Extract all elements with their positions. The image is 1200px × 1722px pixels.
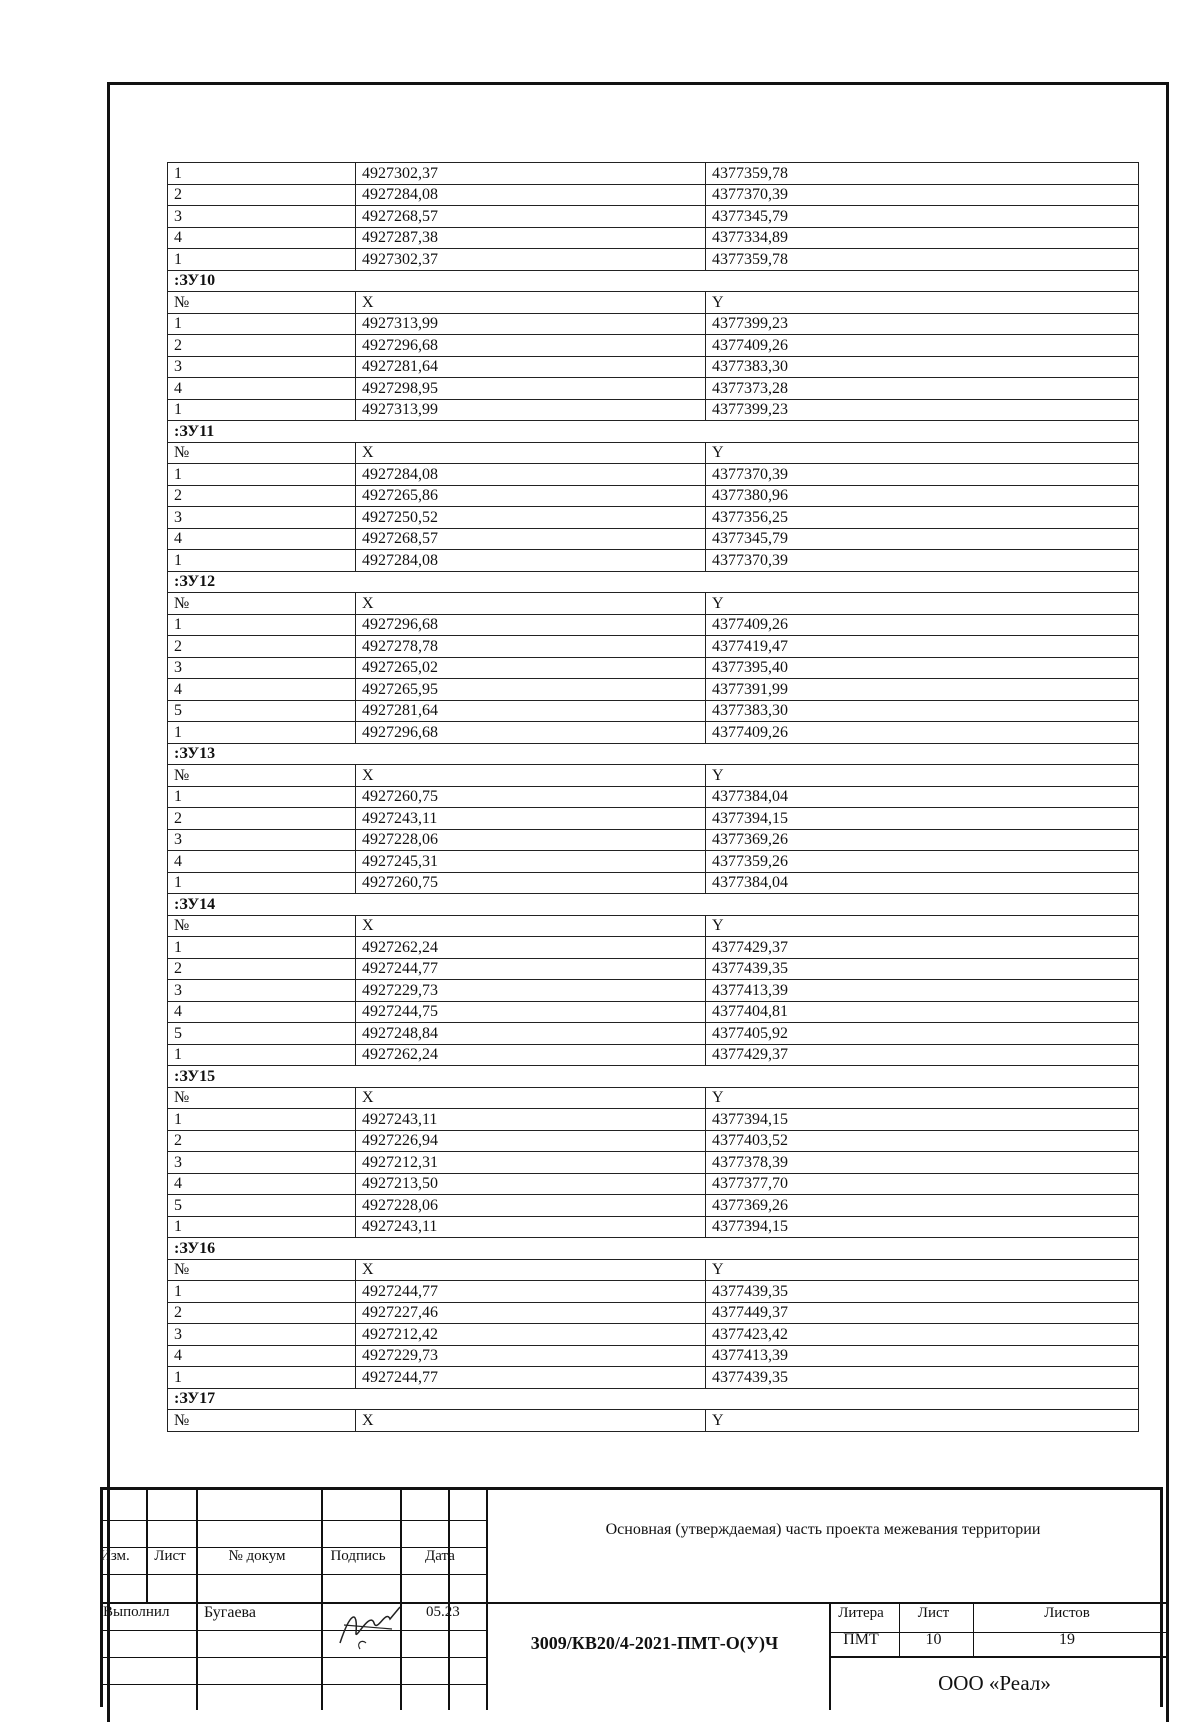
cell-x: 4927226,94	[356, 1130, 706, 1152]
cell-y: 4377384,04	[706, 786, 1139, 808]
cell-y: 4377404,81	[706, 1001, 1139, 1023]
header-x: X	[356, 1087, 706, 1109]
header-n: №	[168, 765, 356, 787]
header-y: Y	[706, 442, 1139, 464]
sheets-label: Листов	[1044, 1605, 1090, 1621]
cell-x: 4927262,24	[356, 937, 706, 959]
cell-n: 4	[168, 227, 356, 249]
cell-y: 4377419,47	[706, 636, 1139, 658]
cell-x: 4927268,57	[356, 528, 706, 550]
cell-y: 4377395,40	[706, 657, 1139, 679]
cell-y: 4377413,39	[706, 1345, 1139, 1367]
cell-x: 4927244,77	[356, 1367, 706, 1389]
cell-n: 3	[168, 829, 356, 851]
cell-y: 4377439,35	[706, 958, 1139, 980]
section-row	[168, 1238, 1139, 1260]
header-y: Y	[706, 1410, 1139, 1432]
cell-x: 4927244,77	[356, 1281, 706, 1303]
table-row	[168, 356, 1139, 378]
cell-n: 1	[168, 937, 356, 959]
cell-y: 4377449,37	[706, 1302, 1139, 1324]
table-row	[168, 1023, 1139, 1045]
table-row	[168, 1195, 1139, 1217]
cell-y: 4377391,99	[706, 679, 1139, 701]
table-row	[168, 1173, 1139, 1195]
table-row	[168, 528, 1139, 550]
cell-x: 4927302,37	[356, 163, 706, 185]
cell-n: 1	[168, 786, 356, 808]
table-row	[168, 1216, 1139, 1238]
cell-x: 4927265,02	[356, 657, 706, 679]
cell-y: 4377345,79	[706, 206, 1139, 228]
table-row	[168, 1367, 1139, 1389]
cell-n: 1	[168, 550, 356, 572]
table-header-row	[168, 1087, 1139, 1109]
cell-y: 4377369,26	[706, 1195, 1139, 1217]
cell-y: 4377384,04	[706, 872, 1139, 894]
table-row	[168, 872, 1139, 894]
col-izm-label: Изм.	[100, 1548, 130, 1564]
table-header-row	[168, 915, 1139, 937]
cell-n: 1	[168, 249, 356, 271]
header-n: №	[168, 1087, 356, 1109]
table-row	[168, 937, 1139, 959]
cell-y: 4377439,35	[706, 1281, 1139, 1303]
header-y: Y	[706, 1087, 1139, 1109]
cell-n: 1	[168, 1109, 356, 1131]
cell-y: 4377370,39	[706, 184, 1139, 206]
cell-x: 4927265,86	[356, 485, 706, 507]
section-row	[168, 894, 1139, 916]
sign-date: 05.23	[426, 1604, 460, 1620]
section-label: :ЗУ17	[168, 1388, 1139, 1410]
section-row	[168, 743, 1139, 765]
cell-y: 4377359,26	[706, 851, 1139, 873]
cell-n: 2	[168, 958, 356, 980]
cell-n: 3	[168, 507, 356, 529]
cell-n: 1	[168, 614, 356, 636]
table-row	[168, 679, 1139, 701]
header-n: №	[168, 442, 356, 464]
cell-x: 4927212,42	[356, 1324, 706, 1346]
section-row	[168, 421, 1139, 443]
cell-x: 4927284,08	[356, 550, 706, 572]
section-label: :ЗУ14	[168, 894, 1139, 916]
header-n: №	[168, 593, 356, 615]
sheets-total: 19	[1059, 1631, 1075, 1648]
cell-n: 1	[168, 399, 356, 421]
cell-n: 4	[168, 679, 356, 701]
cell-y: 4377394,15	[706, 1216, 1139, 1238]
table-row	[168, 1044, 1139, 1066]
header-x: X	[356, 1259, 706, 1281]
cell-x: 4927229,73	[356, 980, 706, 1002]
cell-x: 4927268,57	[356, 206, 706, 228]
cell-n: 4	[168, 528, 356, 550]
header-x: X	[356, 442, 706, 464]
cell-x: 4927243,11	[356, 1109, 706, 1131]
cell-n: 2	[168, 1130, 356, 1152]
cell-x: 4927296,68	[356, 335, 706, 357]
cell-y: 4377405,92	[706, 1023, 1139, 1045]
cell-x: 4927213,50	[356, 1173, 706, 1195]
cell-y: 4377399,23	[706, 399, 1139, 421]
cell-x: 4927302,37	[356, 249, 706, 271]
cell-y: 4377359,78	[706, 249, 1139, 271]
cell-n: 4	[168, 1001, 356, 1023]
table-row	[168, 851, 1139, 873]
cell-y: 4377413,39	[706, 980, 1139, 1002]
cell-x: 4927248,84	[356, 1023, 706, 1045]
cell-n: 1	[168, 163, 356, 185]
table-row	[168, 1302, 1139, 1324]
cell-x: 4927296,68	[356, 722, 706, 744]
cell-y: 4377370,39	[706, 464, 1139, 486]
cell-x: 4927227,46	[356, 1302, 706, 1324]
cell-y: 4377356,25	[706, 507, 1139, 529]
cell-y: 4377399,23	[706, 313, 1139, 335]
cell-n: 1	[168, 722, 356, 744]
cell-y: 4377409,26	[706, 335, 1139, 357]
cell-n: 2	[168, 636, 356, 658]
cell-n: 3	[168, 1324, 356, 1346]
cell-y: 4377380,96	[706, 485, 1139, 507]
cell-x: 4927250,52	[356, 507, 706, 529]
cell-x: 4927281,64	[356, 700, 706, 722]
cell-x: 4927262,24	[356, 1044, 706, 1066]
table-row	[168, 722, 1139, 744]
cell-x: 4927278,78	[356, 636, 706, 658]
table-row	[168, 399, 1139, 421]
doc-title: Основная (утверждаемая) часть проекта межевания территории	[605, 1521, 1041, 1538]
header-y: Y	[706, 1259, 1139, 1281]
cell-x: 4927228,06	[356, 829, 706, 851]
cell-y: 4377334,89	[706, 227, 1139, 249]
cell-n: 2	[168, 808, 356, 830]
table-row	[168, 958, 1139, 980]
cell-x: 4927313,99	[356, 313, 706, 335]
table-row	[168, 614, 1139, 636]
cell-n: 4	[168, 378, 356, 400]
col-sign-label: Подпись	[330, 1548, 386, 1564]
cell-n: 1	[168, 1281, 356, 1303]
cell-n: 5	[168, 1023, 356, 1045]
table-row	[168, 335, 1139, 357]
table-header-row	[168, 1410, 1139, 1432]
table-header-row	[168, 1259, 1139, 1281]
table-row	[168, 227, 1139, 249]
cell-x: 4927287,38	[356, 227, 706, 249]
cell-x: 4927296,68	[356, 614, 706, 636]
cell-n: 3	[168, 1152, 356, 1174]
table-header-row	[168, 292, 1139, 314]
cell-y: 4377370,39	[706, 550, 1139, 572]
section-row	[168, 1388, 1139, 1410]
cell-x: 4927281,64	[356, 356, 706, 378]
table-row	[168, 378, 1139, 400]
section-row	[168, 571, 1139, 593]
header-x: X	[356, 915, 706, 937]
cell-n: 1	[168, 1044, 356, 1066]
header-x: X	[356, 292, 706, 314]
table-row	[168, 1109, 1139, 1131]
header-y: Y	[706, 765, 1139, 787]
cell-n: 2	[168, 335, 356, 357]
table-row	[168, 550, 1139, 572]
cell-x: 4927244,77	[356, 958, 706, 980]
col-list-label: Лист	[154, 1548, 186, 1564]
table-row	[168, 206, 1139, 228]
cell-y: 4377345,79	[706, 528, 1139, 550]
col-doc-label: № докум	[228, 1548, 286, 1564]
section-label: :ЗУ13	[168, 743, 1139, 765]
table-row	[168, 980, 1139, 1002]
cell-n: 2	[168, 184, 356, 206]
table-row	[168, 657, 1139, 679]
header-n: №	[168, 292, 356, 314]
table-row	[168, 1152, 1139, 1174]
cell-x: 4927243,11	[356, 1216, 706, 1238]
cell-n: 1	[168, 872, 356, 894]
table-row	[168, 1281, 1139, 1303]
cell-y: 4377369,26	[706, 829, 1139, 851]
cell-y: 4377394,15	[706, 808, 1139, 830]
table-row	[168, 249, 1139, 271]
cell-x: 4927298,95	[356, 378, 706, 400]
cell-n: 4	[168, 1173, 356, 1195]
sheet-label: Лист	[917, 1605, 950, 1621]
cell-y: 4377359,78	[706, 163, 1139, 185]
cell-y: 4377373,28	[706, 378, 1139, 400]
section-label: :ЗУ15	[168, 1066, 1139, 1088]
table-row	[168, 636, 1139, 658]
cell-n: 1	[168, 313, 356, 335]
header-n: №	[168, 915, 356, 937]
cell-x: 4927313,99	[356, 399, 706, 421]
cell-y: 4377429,37	[706, 1044, 1139, 1066]
table-header-row	[168, 765, 1139, 787]
sheet-number: 10	[925, 1631, 942, 1648]
cell-x: 4927228,06	[356, 1195, 706, 1217]
cell-n: 5	[168, 700, 356, 722]
cell-n: 4	[168, 1345, 356, 1367]
cell-n: 1	[168, 1216, 356, 1238]
table-row	[168, 163, 1139, 185]
cell-x: 4927212,31	[356, 1152, 706, 1174]
table-row	[168, 1324, 1139, 1346]
section-label: :ЗУ12	[168, 571, 1139, 593]
cell-y: 4377429,37	[706, 937, 1139, 959]
doc-code: 3009/КВ20/4-2021-ПМТ-О(У)Ч	[530, 1633, 779, 1653]
cell-y: 4377383,30	[706, 356, 1139, 378]
cell-n: 5	[168, 1195, 356, 1217]
table-row	[168, 786, 1139, 808]
table-row	[168, 700, 1139, 722]
table-row	[168, 1001, 1139, 1023]
cell-x: 4927284,08	[356, 184, 706, 206]
role-label: Выполнил	[103, 1604, 170, 1620]
cell-y: 4377409,26	[706, 722, 1139, 744]
cell-n: 2	[168, 485, 356, 507]
table-row	[168, 1130, 1139, 1152]
table-row	[168, 808, 1139, 830]
cell-x: 4927265,95	[356, 679, 706, 701]
header-x: X	[356, 593, 706, 615]
cell-n: 4	[168, 851, 356, 873]
cell-n: 3	[168, 657, 356, 679]
cell-y: 4377378,39	[706, 1152, 1139, 1174]
header-y: Y	[706, 915, 1139, 937]
col-date-label: Дата	[425, 1548, 455, 1564]
section-label: :ЗУ10	[168, 270, 1139, 292]
table-header-row	[168, 442, 1139, 464]
section-row	[168, 270, 1139, 292]
table-row	[168, 464, 1139, 486]
cell-x: 4927284,08	[356, 464, 706, 486]
cell-x: 4927260,75	[356, 872, 706, 894]
header-y: Y	[706, 593, 1139, 615]
table-row	[168, 829, 1139, 851]
cell-y: 4377423,42	[706, 1324, 1139, 1346]
section-label: :ЗУ11	[168, 421, 1139, 443]
cell-x: 4927229,73	[356, 1345, 706, 1367]
section-label: :ЗУ16	[168, 1238, 1139, 1260]
header-x: X	[356, 1410, 706, 1432]
cell-n: 3	[168, 980, 356, 1002]
cell-x: 4927243,11	[356, 808, 706, 830]
cell-x: 4927245,31	[356, 851, 706, 873]
header-n: №	[168, 1259, 356, 1281]
cell-n: 2	[168, 1302, 356, 1324]
table-row	[168, 313, 1139, 335]
coordinates-table	[167, 162, 1139, 1432]
table-row	[168, 1345, 1139, 1367]
cell-y: 4377403,52	[706, 1130, 1139, 1152]
litera-value: ПМТ	[843, 1631, 879, 1648]
header-y: Y	[706, 292, 1139, 314]
signature-graphic	[330, 1603, 410, 1651]
cell-y: 4377439,35	[706, 1367, 1139, 1389]
cell-n: 1	[168, 1367, 356, 1389]
section-row	[168, 1066, 1139, 1088]
author-name: Бугаева	[204, 1604, 256, 1621]
cell-y: 4377377,70	[706, 1173, 1139, 1195]
table-row	[168, 485, 1139, 507]
cell-y: 4377394,15	[706, 1109, 1139, 1131]
header-n: №	[168, 1410, 356, 1432]
organization-name: ООО «Реал»	[938, 1671, 1051, 1695]
cell-n: 3	[168, 206, 356, 228]
cell-x: 4927260,75	[356, 786, 706, 808]
cell-y: 4377409,26	[706, 614, 1139, 636]
table-header-row	[168, 593, 1139, 615]
header-x: X	[356, 765, 706, 787]
cell-x: 4927244,75	[356, 1001, 706, 1023]
cell-y: 4377383,30	[706, 700, 1139, 722]
cell-n: 3	[168, 356, 356, 378]
litera-label: Литера	[838, 1605, 884, 1621]
table-row	[168, 184, 1139, 206]
cell-n: 1	[168, 464, 356, 486]
table-row	[168, 507, 1139, 529]
